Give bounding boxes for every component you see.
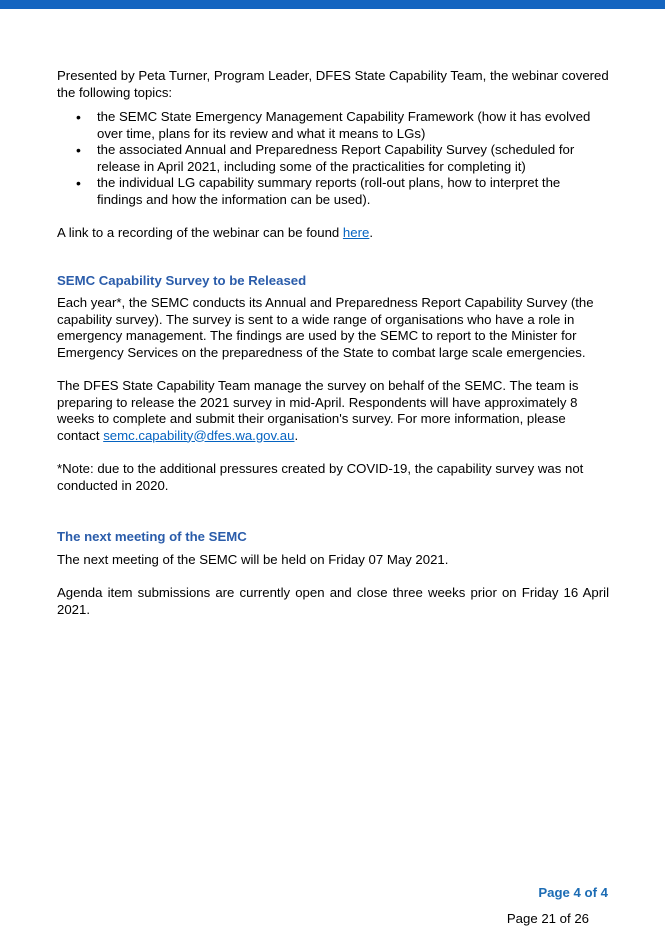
survey-paragraph-2-text: The DFES State Capability Team manage the survey on behalf of the SEMC. The team is preparing to release the 2021 survey in mid-April. Respondents will have approximately 8 weeks to complete and submit their organisation's survey. For more information, please contact [57, 378, 579, 443]
list-item: • the SEMC State Emergency Management Capability Framework (how it has evolved over time, plans for its review and what it means to LGs) [97, 109, 609, 142]
document-body [57, 68, 609, 618]
meeting-paragraph-1: The next meeting of the SEMC will be held on Friday 07 May 2021. [57, 551, 449, 567]
list-item: • the individual LG capability summary reports (roll-out plans, how to interpret the findings and how the information can be used). [97, 175, 609, 208]
recording-paragraph [57, 225, 609, 242]
survey-paragraph-1: Each year*, the SEMC conducts its Annual and Preparedness Report Capability Survey (the capability survey). The survey is sent to a wide range of organisations who have a role in emergency management. The findings are used by the SEMC to report to the Minister for Emergency Services on the preparedness of the State to combat large scale emergencies. [57, 295, 594, 360]
footer-page-of: Page 4 of 4 [538, 885, 608, 900]
meeting-paragraph-2: Agenda item submissions are currently open and close three weeks prior on Friday 16 April 2021. [57, 585, 609, 617]
topics-list [57, 109, 609, 208]
survey-paragraph-2-suffix: . [294, 427, 299, 443]
covid-note: *Note: due to the additional pressures created by COVID-19, the capability survey was not conducted in 2020. [57, 461, 584, 493]
footer-page-number: Page 21 of 26 [506, 911, 589, 926]
top-header-bar [0, 0, 665, 9]
intro-paragraph: Presented by Peta Turner, Program Leader, DFES State Capability Team, the webinar covered the following topics: [57, 68, 609, 100]
contact-email-link[interactable]: semc.capability@dfes.wa.gov.au [103, 427, 295, 443]
list-item: • the associated Annual and Preparedness Report Capability Survey (scheduled for release in April 2021, including some of the practicalities for completing it) [97, 142, 609, 175]
recording-link[interactable]: here [342, 225, 370, 240]
survey-paragraph-2 [57, 378, 609, 444]
survey-section-heading: SEMC Capability Survey to be Released [57, 272, 307, 288]
recording-text: A link to a recording of the webinar can be found [57, 225, 343, 240]
meeting-section-heading: The next meeting of the SEMC [57, 529, 247, 544]
recording-suffix: . [369, 225, 373, 240]
